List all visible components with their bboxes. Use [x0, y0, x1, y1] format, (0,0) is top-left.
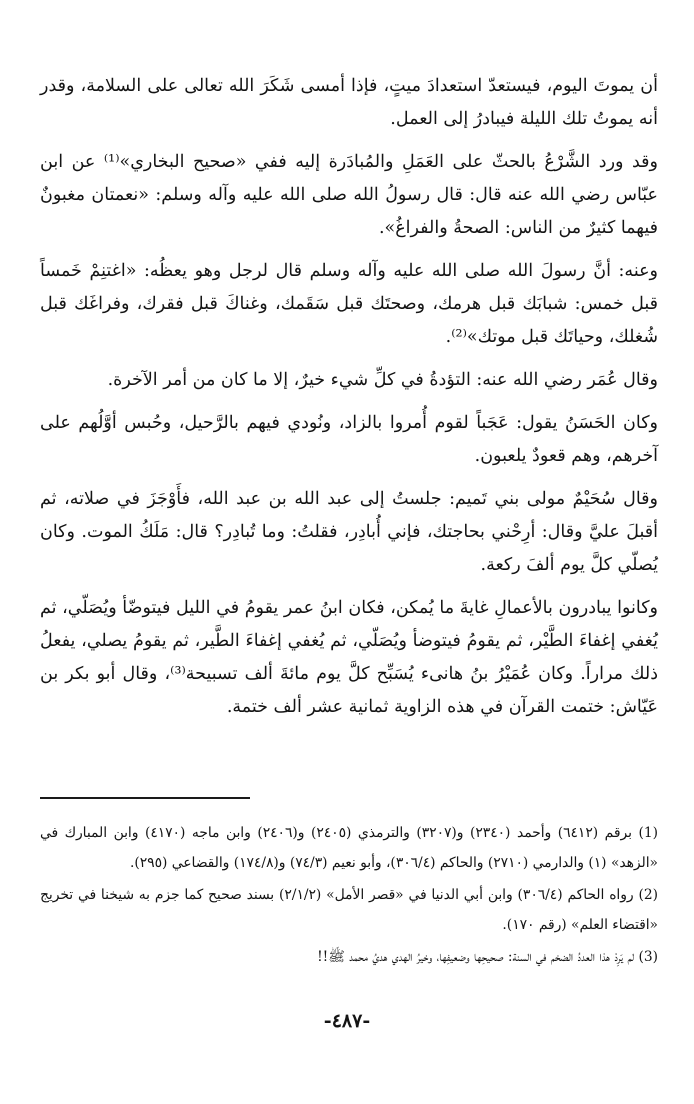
paragraph-5: وكان الحَسَنُ يقول: عَجَباً لقوم أُمروا بالزاد، ونُودي فيهم بالرَّحيل، وحُبس أوَّلُهم على آخرهم، وهم قعودٌ يلعبون. [40, 413, 658, 466]
paragraph-6: وقال سُحَيْمٌ مولى بني تَميم: جلستُ إلى عبد الله بن عبد الله، فأَوْجَزَ في صلاته، ثم أقبلَ عليَّ وقال: أرِحْني بحاجتك، فإني أُبادِر، فقلتُ: وما تُبادِر؟ قال: مَلَكُ الموت. وكان يُصلّي كلَّ يوم ألفَ ركعة. [40, 489, 658, 575]
paragraph-4: وقال عُمَر رضي الله عنه: التؤدةُ في كلِّ شيء خيرٌ، إلا ما كان من أمر الآخرة. [107, 370, 658, 390]
paragraph-7: وكانوا يبادرون بالأعمالِ غايةَ ما يُمكن، فكان ابنُ عمر يقومُ في الليل فيتوضّأ ويُصَلّي، ثم يُغفي إغفاءَ الطَّيْر، ثم يقومُ فيتوضأ ويُصَلّي، ثم يُغفي إغفاءَ الطَّير، ثم يقومُ يصلي، يفعلُ ذلك مراراً. وكان عُمَيْرُ بنُ هانىء يُسَبِّح كلَّ يوم مائةَ ألف تسبيحة⁽³⁾، وقال أبو بكر بن عَيّاش: ختمت القرآن في هذه الزاوية ثمانية عشر ألف ختمة. [40, 598, 658, 717]
footnote-2: (2) رواه الحاكم (٣٠٦/٤) وابن أبي الدنيا في «قصر الأمل» (٢/١/٢) بسند صحيح كما جزم به شيخنا في تخريج «اقتضاء العلم» (رقم ١٧٠). [40, 887, 659, 933]
paragraph-2: وقد ورد الشَّرْعُ بالحثّ على العَمَلِ والمُبادَرة إليه ففي «صحيح البخاري»⁽¹⁾ عن ابن عبّاس رضي الله عنه قال: قال رسولُ الله صلى الله عليه وآله وسلم: «نعمتان مغبونٌ فيهما كثيرٌ من الناس: الصحةُ والفراغُ». [40, 152, 659, 238]
footnote-divider [40, 797, 250, 799]
paragraph-3: وعنه: أنَّ رسولَ الله صلى الله عليه وآله وسلم قال لرجل وهو يعظُه: «اغتنِمْ خَمساً قبل خمس: شبابَك قبل هرمك، وصحتَك قبل سَقَمك، وغناكَ قبل فقرك، وفراغَك قبل شُغلك، وحياتَك قبل موتك»⁽²⁾. [40, 261, 658, 347]
paragraph-1: أن يموتَ اليوم، فيستعدّ استعدادَ ميتٍ، فإذا أمسى شَكَرَ الله تعالى على السلامة، وقدر أنه يموتُ تلك الليلة فيبادرُ إلى العمل. [40, 76, 658, 129]
footnotes [40, 818, 658, 974]
footnote-1: (1) برقم (٦٤١٢) وأحمد (٢٣٤٠) و(٣٢٠٧) والترمذي (٢٤٠٥) و(٢٤٠٦) وابن ماجه (٤١٧٠) وابن المبارك في «الزهد» (١) والدارمي (٢٧١٠) والحاكم (٣٠٦/٤)، وأبو نعيم (٧٤/٣) و(١٧٤/٨) والقضاعي (٢٩٥). [40, 825, 658, 871]
footnote-3: (3) لم يَرِدْ هذا العددُ الضخم في السنة: صحيحِها وضعيفِها، وخيرُ الهدي هديُ محمد ﷺ!! [317, 949, 658, 965]
page-number: -٤٨٧- [323, 1010, 371, 1032]
main-text [40, 70, 658, 734]
